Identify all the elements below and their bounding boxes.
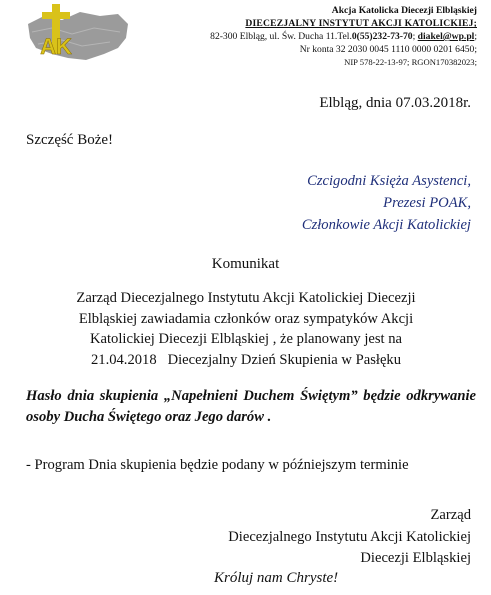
organization-name: Akcja Katolicka Diecezji Elbląskiej — [331, 5, 477, 16]
announcement-line: Elbląskiej zawiadamia członków oraz sympatyków Akcji — [78, 310, 414, 327]
email-link[interactable]: diakel@wp.pl — [417, 31, 475, 42]
logo-letters: AK — [40, 34, 72, 59]
bank-account: Nr konta 32 2030 0045 1110 0000 0201 6450; — [299, 44, 477, 55]
signature-line: Diecezji Elbląskiej — [360, 550, 471, 566]
announcement-line: Katolickiej Diecezji Elbląskiej , że planowany jest na — [89, 331, 403, 347]
organization-logo — [22, 2, 132, 64]
phone-number: 0(55)232-73-70 — [351, 31, 413, 42]
closing-phrase: Króluj nam Chryste! — [214, 570, 339, 586]
letterhead — [117, 4, 477, 69]
address-suffix: ; — [474, 31, 477, 42]
greeting: Szczęść Boże! — [26, 132, 114, 148]
recipient-line: Prezesi POAK, — [383, 195, 471, 211]
document-title: Komunikat — [211, 256, 280, 272]
address-prefix: 82-300 Elbląg, ul. Św. Ducha 11.Tel. — [210, 31, 352, 42]
announcement-line: 21.04.2018 Diecezjalny Dzień Skupienia w Pasłęku — [90, 351, 402, 368]
motto-paragraph: Hasło dnia skupienia „Napełnieni Duchem Świętym” będzie odkrywanie osoby Ducha Świętego oraz Jego darów . — [26, 388, 476, 425]
recipient-line: Czcigodni Księża Asystenci, — [307, 173, 471, 189]
signature-line: Zarząd — [430, 507, 471, 523]
announcement-line: Zarząd Diecezjalnego Instytutu Akcji Katolickiej Diecezji — [76, 290, 416, 306]
address-line — [117, 30, 477, 43]
letter-date: Elbląg, dnia 07.03.2018r. — [319, 95, 471, 111]
signature-line: Diecezjalnego Instytutu Akcji Katolickiej — [228, 528, 471, 545]
institute-name: DIECEZJALNY INSTYTUT AKCJI KATOLICKIEJ; — [245, 18, 477, 29]
separator: ; — [412, 31, 418, 42]
program-note: - Program Dnia skupienia będzie podany w późniejszym terminie — [26, 457, 409, 473]
signature-block — [228, 505, 471, 570]
recipient-line: Członkowie Akcji Katolickiej — [301, 217, 471, 233]
recipients-block — [302, 170, 471, 236]
announcement-paragraph — [16, 288, 476, 370]
nip-regon: NIP 578-22-13-97; RGON170382023; — [344, 57, 477, 67]
